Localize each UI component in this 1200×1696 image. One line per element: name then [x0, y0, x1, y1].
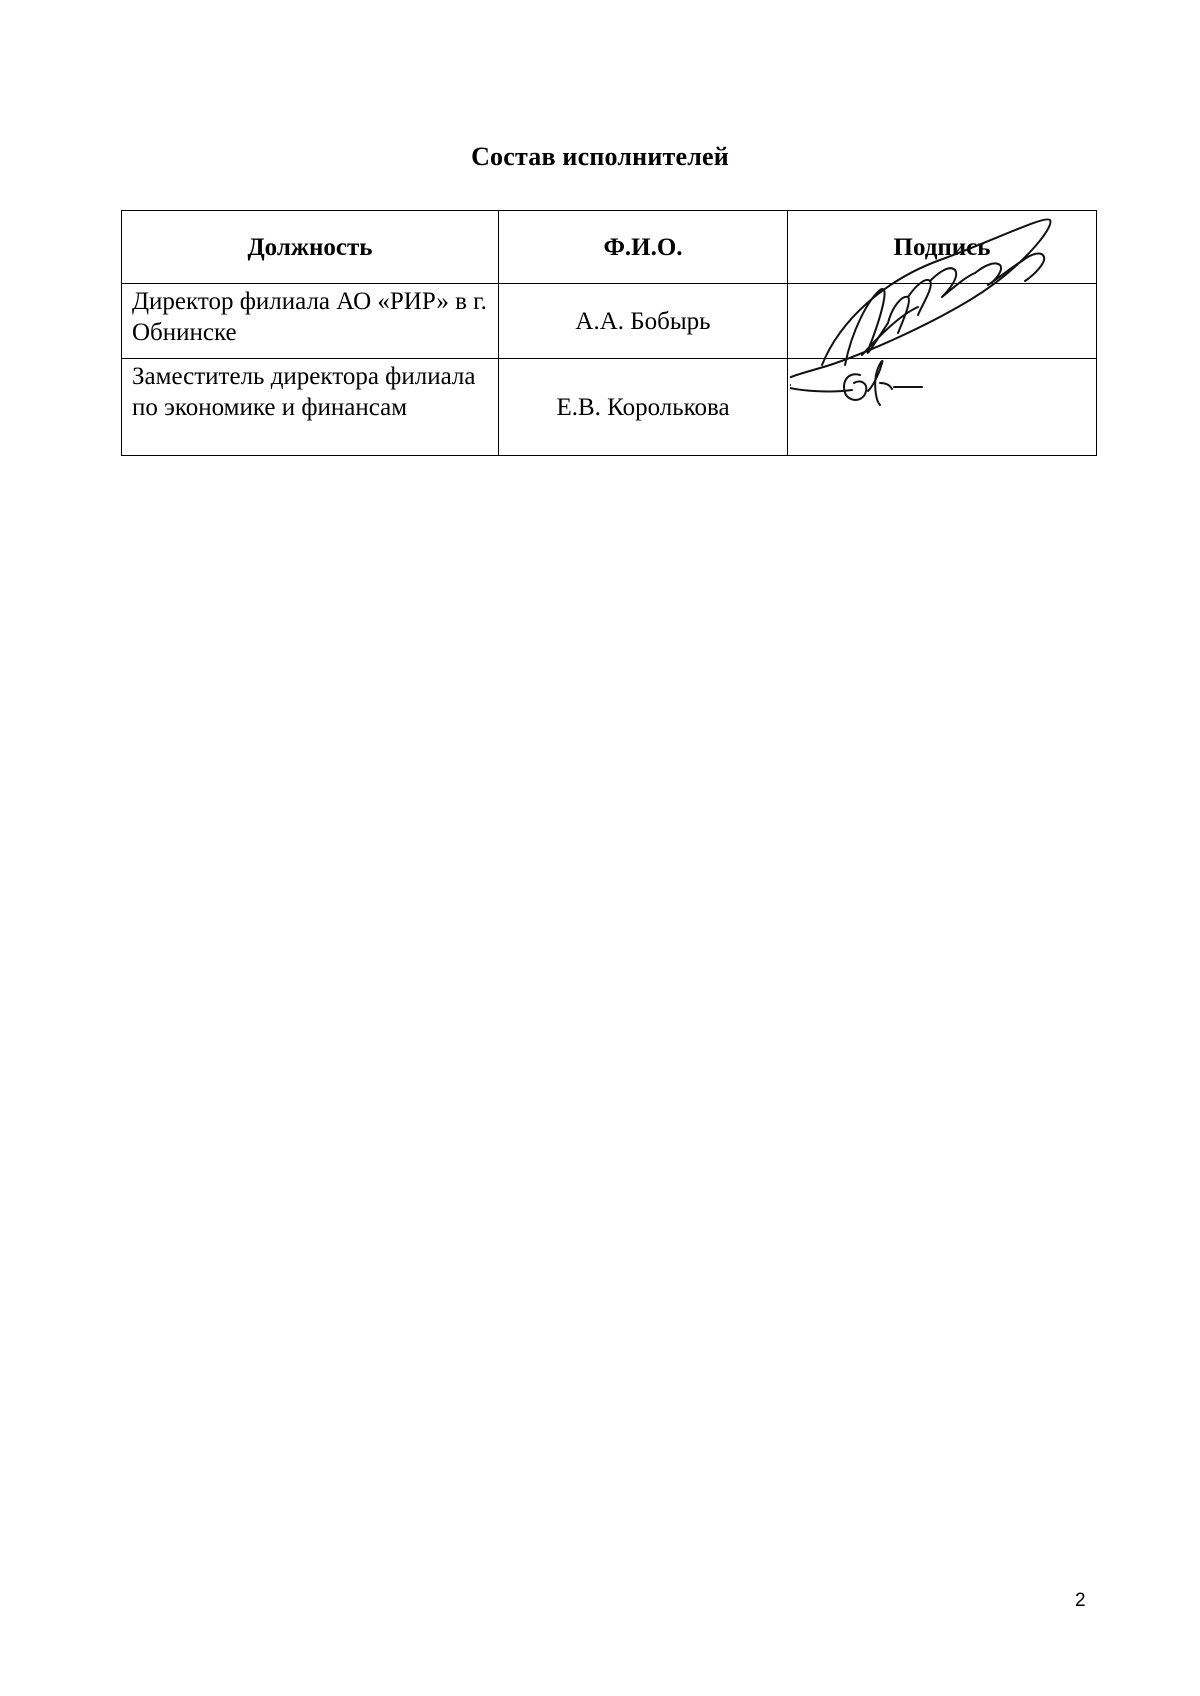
row-name: Е.В. Королькова — [499, 359, 788, 456]
row-name: А.А. Бобырь — [499, 284, 788, 359]
table-row — [122, 359, 1097, 456]
header-position: Должность — [122, 211, 499, 284]
executors-table — [121, 210, 1097, 456]
page-number: 2 — [1075, 1590, 1086, 1611]
header-name: Ф.И.О. — [499, 211, 788, 284]
row-signature-cell — [788, 359, 1097, 456]
table-row — [122, 284, 1097, 359]
page-title: Состав исполнителей — [471, 142, 729, 171]
header-signature: Подпись — [788, 211, 1097, 284]
row-signature-cell — [788, 284, 1097, 359]
row-position: Директор филиала АО «РИР» в г. Обнинске — [122, 284, 499, 359]
table-header-row — [122, 211, 1097, 284]
row-position: Заместитель директора филиала по экономике и финансам — [122, 359, 499, 456]
